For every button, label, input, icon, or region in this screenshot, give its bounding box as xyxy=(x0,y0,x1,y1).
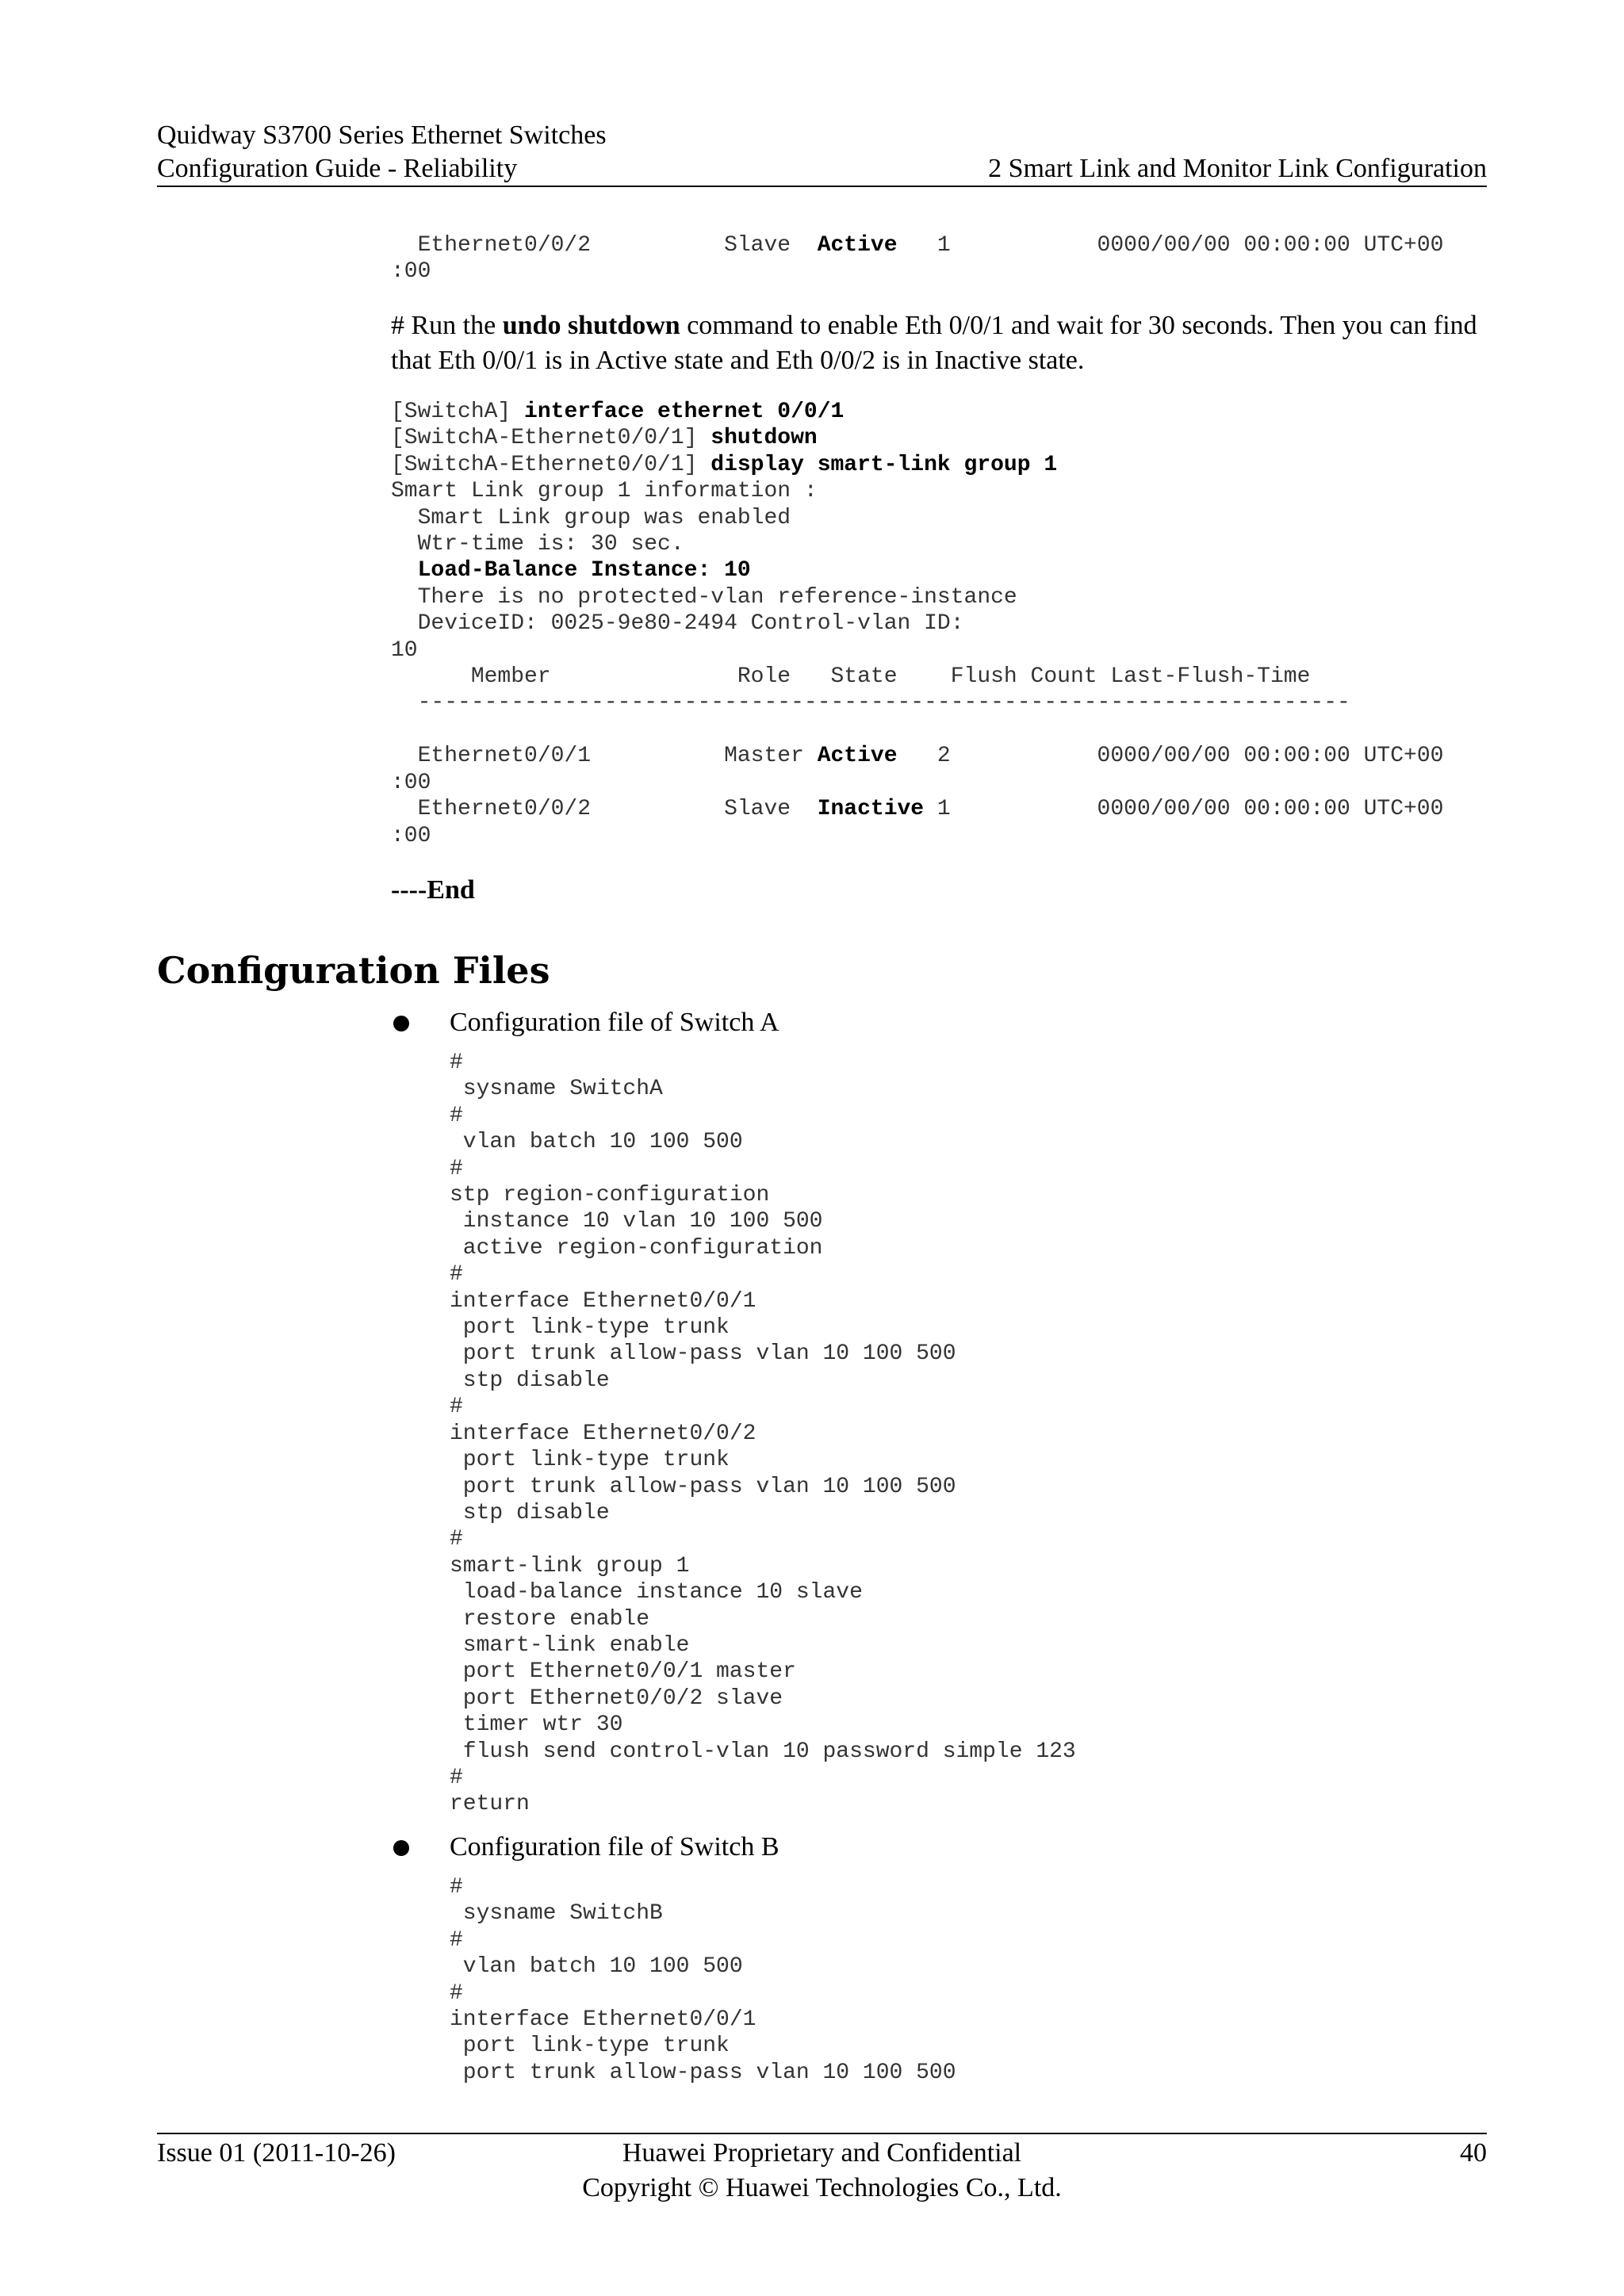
header-guide: Configuration Guide - Reliability xyxy=(157,154,518,183)
footer-copyright: Copyright © Huawei Technologies Co., Ltd. xyxy=(582,2173,1062,2202)
cli-output: Smart Link group was enabled xyxy=(391,505,791,530)
top-output-text: :00 xyxy=(391,259,431,285)
bullet-switch-b: Configuration file of Switch B xyxy=(450,1832,779,1862)
step-command: undo shutdown xyxy=(502,311,680,340)
bullet-icon xyxy=(393,1840,409,1856)
step-text: # Run the xyxy=(391,311,503,340)
step-paragraph xyxy=(391,308,1487,378)
cli-prompt: [SwitchA-Ethernet0/0/1] xyxy=(391,426,711,451)
cli-table-row: :00 xyxy=(391,770,431,795)
page-header xyxy=(157,119,1487,186)
header-product: Quidway S3700 Series Ethernet Switches xyxy=(157,121,607,150)
cli-table-row: Ethernet0/0/2 Slave xyxy=(391,797,818,822)
top-output-text: 1 0000/00/00 00:00:00 UTC+00 xyxy=(897,233,1444,258)
bullet-switch-a: Configuration file of Switch A xyxy=(450,1008,779,1037)
state-inactive: Inactive xyxy=(817,797,925,822)
page-number: 40 xyxy=(1460,2138,1487,2168)
cli-table-header: Member Role State Flush Count Last-Flush-Time xyxy=(391,664,1311,690)
cli-output xyxy=(391,558,418,583)
cli-output: Smart Link group 1 information : xyxy=(391,479,818,504)
cli-command: shutdown xyxy=(710,426,818,451)
state-active: Active xyxy=(817,744,898,769)
section-title: Configuration Files xyxy=(157,949,550,992)
cli-table-row: 1 0000/00/00 00:00:00 UTC+00 xyxy=(924,797,1444,822)
cli-output: Wtr-time is: 30 sec. xyxy=(391,532,684,557)
state-active: Active xyxy=(817,233,898,258)
cli-command: display smart-link group 1 xyxy=(710,452,1058,477)
cli-prompt: [SwitchA] xyxy=(391,400,525,424)
config-file-switch-a: # sysname SwitchA # vlan batch 10 100 500 # stp region-configuration instance 10 vlan 10 100 500 active region-configuration # interface Ethernet0/0/1 port link-type trunk port trunk allow-pass vlan 10 100 500 stp disable # interface Ethernet0/0/2 port link-type trunk port trunk allow-pass vlan 10 100 500 stp disable # smart-link group 1 load-balance instance 10 slave restore enable smart-link enable port Ethernet0/0/1 master port Ethernet0/0/2 slave timer wtr 30 flush send control-vlan 10 password simple 123 # return xyxy=(450,1050,1076,1817)
cli-table-row: Ethernet0/0/1 Master xyxy=(391,744,818,769)
footer-proprietary: Huawei Proprietary and Confidential xyxy=(622,2138,1022,2168)
cli-table-row: :00 xyxy=(391,823,431,848)
cli-command: interface ethernet 0/0/1 xyxy=(524,400,845,424)
cli-session-block xyxy=(391,399,1443,849)
cli-table-row: 2 0000/00/00 00:00:00 UTC+00 xyxy=(897,744,1444,769)
header-divider xyxy=(157,186,1487,187)
cli-table-divider: ---------------------------------------------------------------------- xyxy=(391,691,1350,716)
footer-center xyxy=(157,2136,1487,2206)
cli-output: 10 xyxy=(391,637,418,663)
cli-prompt: [SwitchA-Ethernet0/0/1] xyxy=(391,452,711,477)
header-chapter: 2 Smart Link and Monitor Link Configuration xyxy=(988,154,1487,183)
bullet-icon xyxy=(393,1016,409,1031)
top-output-block xyxy=(391,232,1443,285)
cli-output: DeviceID: 0025-9e80-2494 Control-vlan ID: xyxy=(391,611,964,637)
footer-divider xyxy=(157,2133,1487,2134)
end-marker: ----End xyxy=(391,875,475,905)
step-text: command to enable Eth 0/0/1 and wait for 30 seconds. Then you can find that Eth 0/0/1 is in Active state and Eth 0/0/2 is in Inactive state. xyxy=(391,311,1477,375)
config-file-switch-b: # sysname SwitchB # vlan batch 10 100 500 # interface Ethernet0/0/1 port link-type trunk port trunk allow-pass vlan 10 100 500 xyxy=(450,1875,956,2085)
top-output-text: Ethernet0/0/2 Slave xyxy=(391,233,818,258)
cli-output: There is no protected-vlan reference-instance xyxy=(391,584,1017,610)
footer-issue: Issue 01 (2011-10-26) xyxy=(157,2138,396,2168)
cli-output-bold: Load-Balance Instance: 10 xyxy=(417,558,751,584)
